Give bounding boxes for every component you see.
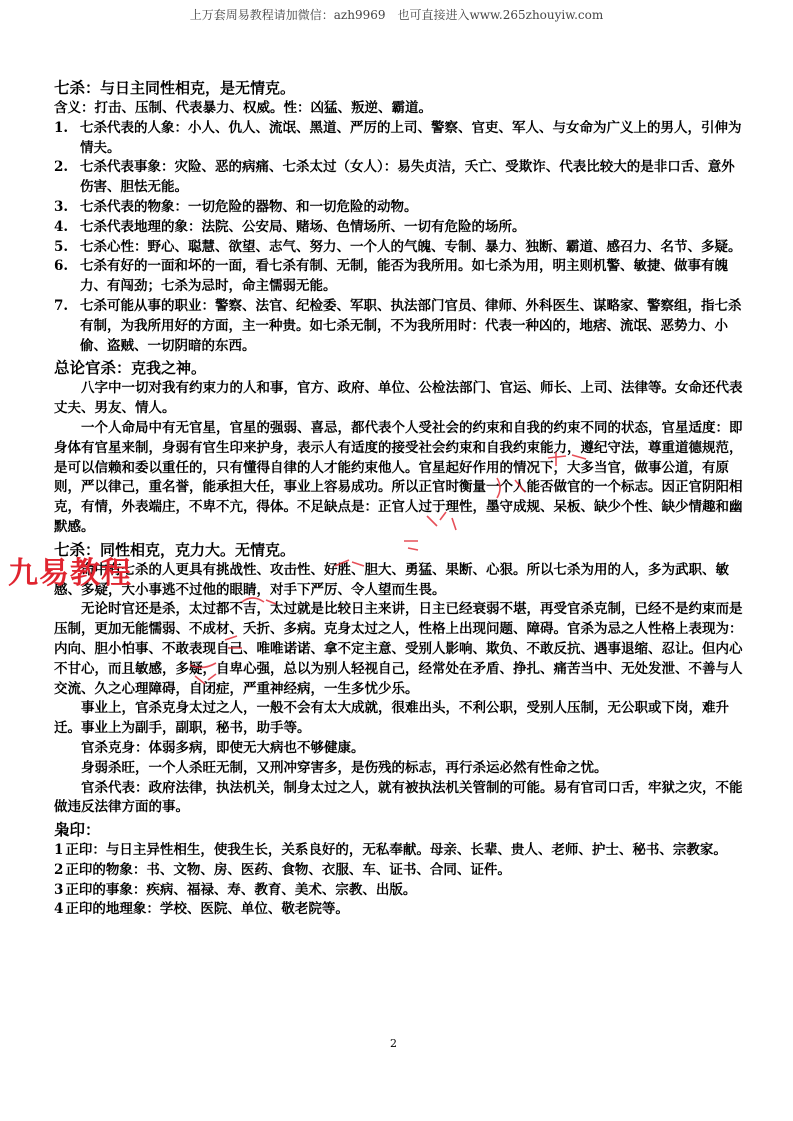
paragraph: 一个人命局中有无官星，官星的强弱、喜忌，都代表个人受社会的约束和自我的约束不同的状态，官星适度：即身体有官星来制，身弱有官生印来护身，表示人有适度的接受社会约束和自我约束能力，遵纪守法，尊重道德规范，是可以信赖和委以重任的，只有懂得自律的人才能约束他人。官星起好作用的情况下，大多当官，做事公道，有原则，严以律己，重名誉，能承担大任，事业上容易成功。所以正官时衡量一个人能否做官的一个标志。因正官阴阳相克，有情，外表端庄，不卑不亢，得体。不足缺点是：正官人过于理性，墨守成规、呆板、缺少个性、缺少情趣和幽默感。 xyxy=(54,419,743,535)
zhengyin-label: 正印 xyxy=(65,842,93,859)
list-item: 5. 七杀心性：野心、聪慧、欲望、志气、努力、一个人的气魄、专制、暴力、独断、霸道、感召力、名节、多疑。 xyxy=(54,238,742,255)
page-number: 2 xyxy=(390,1037,397,1050)
heading-text: ：克我之神。 xyxy=(116,359,207,378)
top-banner: 上万套周易教程请加微信：azh9969 也可直接进入www.265zhouyiw.com xyxy=(189,8,604,22)
list-item: 6. 七杀有好的一面和坏的一面，看七杀有制、无制，能否为我所用。如七杀为用，明主则机警、敏捷、做事有魄力、有闯劲；七杀为忌时，命主懦弱无能。 xyxy=(54,258,728,295)
heading-label: 枭印 xyxy=(54,821,86,840)
heading-label: 七杀 xyxy=(54,540,86,559)
paragraph: 八字中一切对我有约束力的人和事，官方、政府、单位、公检法部门、官运、师长、上司、法律等。女命还代表丈夫、男友、情人。 xyxy=(54,380,743,417)
list-item: 1 正印：与日主异性相生，使我生长，关系良好的，无私奉献。母亲、长辈、贵人、老师、护士、秘书、宗教家。 xyxy=(54,842,727,859)
paragraph: 命中有七杀的人更具有挑战性、攻击性、好胜、胆大、勇猛、果断、心狠。所以七杀为用的人，多为武职、敏感、多疑，大小事逃不过他的眼睛，对手下严厉、令人望而生畏。 xyxy=(54,561,729,598)
list-item: 3. 七杀代表的物象：一切危险的器物、和一切危险的动物。 xyxy=(54,198,418,215)
heading-label: 七杀 xyxy=(54,79,86,97)
list-item: 2. 七杀代表事象：灾险、恶的病痛、七杀太过（女人）：易失贞洁，夭亡、受欺诈、代表比较大的是非口舌、意外伤害、胆怯无能。 xyxy=(54,159,735,196)
list-item: 7. 七杀可能从事的职业：警察、法官、纪检委、军职、执法部门官员、律师、外科医生、谋略家、警察组，指七杀有制，为我所用好的方面，主一种贵。如七杀无制，不为我所用时：代表一种凶的，地痞、流氓、恶势力、小偷、盗贼、一切阴暗的东西。 xyxy=(54,297,742,354)
section-heading-xiaoyin xyxy=(54,820,744,841)
section-heading-zonglun xyxy=(54,358,744,379)
list-item: 4. 七杀代表地理的象：法院、公安局、赌场、色情场所、一切有危险的场所。 xyxy=(54,218,526,235)
list-item: 4 正印的地理象：学校、医院、单位、敬老院等。 xyxy=(54,901,349,918)
watermark-logo: 九易教程 xyxy=(8,556,132,591)
list-item: 3 正印的事象：疾病、福禄、寿、教育、美术、宗教、出版。 xyxy=(54,881,417,898)
paragraph: 官杀代表：政府法律，执法机关，制身太过之人，就有被执法机关管制的可能。易有官司口舌，牢狱之灾，不能做违反法律方面的事。 xyxy=(54,779,743,816)
page-body xyxy=(54,78,744,920)
section-heading-qisha xyxy=(54,78,744,99)
paragraph: 事业上，官杀克身太过之人，一般不会有太大成就，很难出头，不利公职，受别人压制，无公职或下岗，难升迁。事业上为副手，副职，秘书，助手等。 xyxy=(54,700,729,737)
paragraph: 官杀克身：体弱多病，即使无大病也不够健康。 xyxy=(81,739,365,756)
paragraph: 身弱杀旺，一个人杀旺无制，又刑冲穿害多，是伤残的标志，再行杀运必然有性命之忧。 xyxy=(81,759,608,776)
list-item: 2 正印的物象：书、文物、房、医药、食物、衣服、车、证书、合同、证件。 xyxy=(54,861,511,878)
paragraph: 无论时官还是杀，太过都不吉，太过就是比较日主来讲，日主已经衰弱不堪，再受官杀克制，已经不是约束而是压制，更加无能懦弱、不成材、夭折、多病。克身太过之人，性格上出现问题、障碍。官杀为忌之人性格上表现为：内向、胆小怕事、不敢表现自己、唯唯诺诺、拿不定主意、受别人影响、欺负、不敢反抗、遇事退缩、忍让。但内心不甘心，而且敏感，多疑，自卑心强，总以为别人轻视自己，经常处在矛盾、挣扎、痛苦当中、无处发泄、不善与人交流、久之心理障碍，自闭症，严重神经病，一生多忧少乐。 xyxy=(54,601,743,697)
zhengyin-list xyxy=(54,841,744,920)
heading-text: ：与日主同性相克，是无情克。 xyxy=(85,79,296,97)
list-item: 1. 七杀代表的人象：小人、仇人、流氓、黑道、严厉的上司、警察、官吏、军人、与女命为广义上的男人，引伸为情夫。 xyxy=(54,119,742,156)
heading-text: ：同性相克，克力大。无情克。 xyxy=(85,540,296,559)
qisha-list xyxy=(54,119,744,357)
heading-text: ： xyxy=(85,821,101,840)
section-heading-qisha-2 xyxy=(54,540,744,561)
qisha-meaning: 含义：打击、压制、代表暴力、权威。性：凶猛、叛逆、霸道。 xyxy=(54,100,432,116)
heading-label: 总论官杀 xyxy=(54,359,117,378)
